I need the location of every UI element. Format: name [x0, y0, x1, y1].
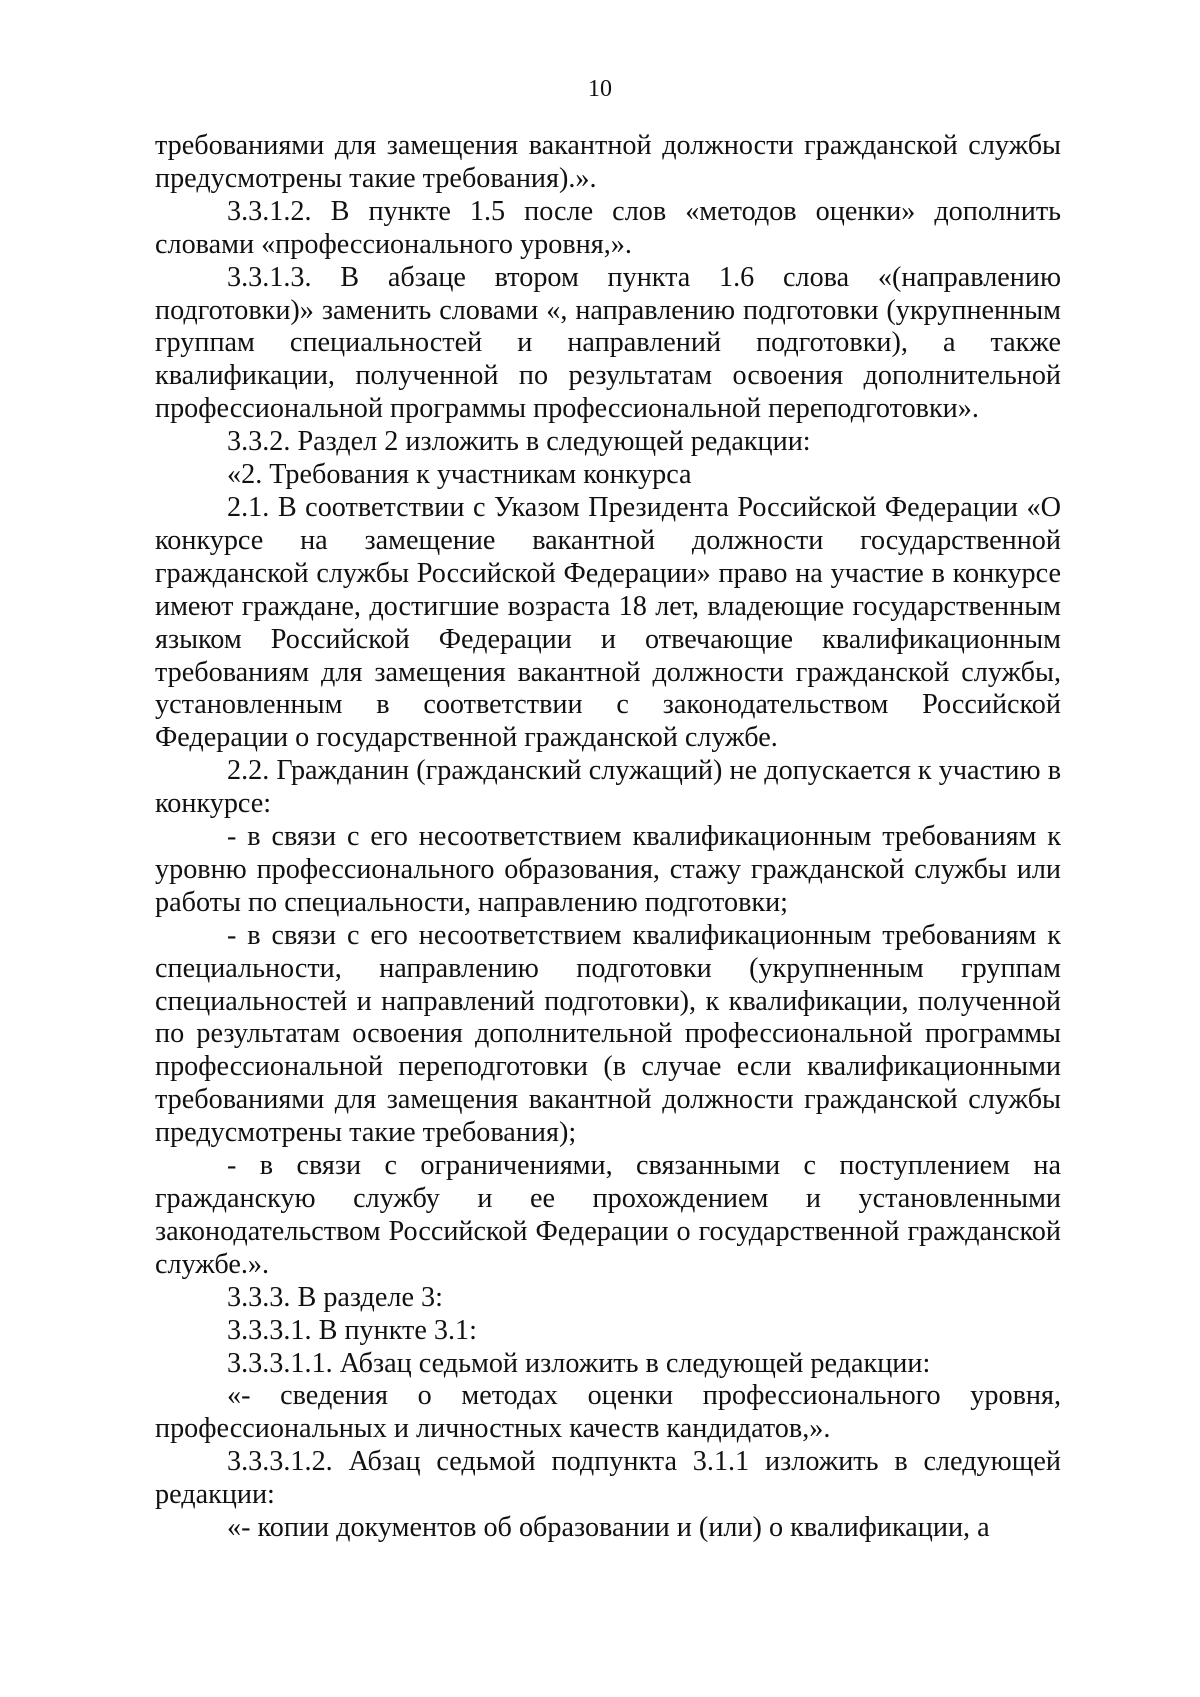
paragraph: 3.3.3. В разделе 3:: [227, 1281, 443, 1313]
paragraph: «2. Требования к участникам конкурса: [227, 459, 692, 491]
paragraph: 3.3.2. Раздел 2 изложить в следующей редакции:: [227, 426, 811, 458]
paragraph: 2.2. Гражданин (гражданский служащий) не допускается к участию в конкурсе:: [155, 755, 1061, 820]
paragraph: 3.3.3.1.2. Абзац седьмой подпункта 3.1.1 изложить в следующей редакции:: [155, 1446, 1061, 1511]
list-item: - в связи с ограничениями, связанными с поступлением на гражданскую службу и ее прохождением и установленными законодательством Российской Федерации о государственной гражданской службе.».: [155, 1150, 1061, 1280]
paragraph: 3.3.3.1. В пункте 3.1:: [227, 1314, 477, 1346]
list-item: - в связи с его несоответствием квалификационным требованиям к специальности, направлению подготовки (укрупненным группам специальностей и направлений подготовки), к квалификации, полученной по результатам освоения дополнительной профессиональной программы профессиональной переподготовки (в случае если квалификационными требованиями для замещения вакантной должности гражданской службы предусмотрены такие требования);: [155, 919, 1061, 1149]
paragraph: 3.3.1.3. В абзаце втором пункта 1.6 слова «(направлению подготовки)» заменить словами «, направлению подготовки (укрупненным группам специальностей и направлений подготовки), а также квалификации, полученной по результатам освоения дополнительной профессиональной программы профессиональной переподготовки».: [155, 261, 1061, 425]
paragraph: требованиями для замещения вакантной должности гражданской службы предусмотрены такие требования).».: [155, 130, 1061, 194]
paragraph: «- копии документов об образовании и (или) о квалификации, а: [227, 1512, 990, 1544]
paragraph: 3.3.3.1.1. Абзац седьмой изложить в следующей редакции:: [227, 1347, 931, 1379]
page-number: 10: [588, 76, 612, 102]
document-body: [155, 130, 1061, 1545]
paragraph: 3.3.1.2. В пункте 1.5 после слов «методов оценки» дополнить словами «профессионального уровня,».: [155, 195, 1061, 260]
paragraph: «- сведения о методах оценки профессионального уровня, профессиональных и личностных качеств кандидатов,».: [155, 1380, 1061, 1445]
paragraph: 2.1. В соответствии с Указом Президента Российской Федерации «О конкурсе на замещение вакантной должности государственной гражданской службы Российской Федерации» право на участие в конкурсе имеют граждане, достигшие возраста 18 лет, владеющие государственным языком Российской Федерации и отвечающие квалификационным требованиям для замещения вакантной должности гражданской службы, установленным в соответствии с законодательством Российской Федерации о государственной гражданской службе.: [155, 491, 1061, 754]
list-item: - в связи с его несоответствием квалификационным требованиям к уровню профессионального образования, стажу гражданской службы или работы по специальности, направлению подготовки;: [155, 821, 1061, 918]
